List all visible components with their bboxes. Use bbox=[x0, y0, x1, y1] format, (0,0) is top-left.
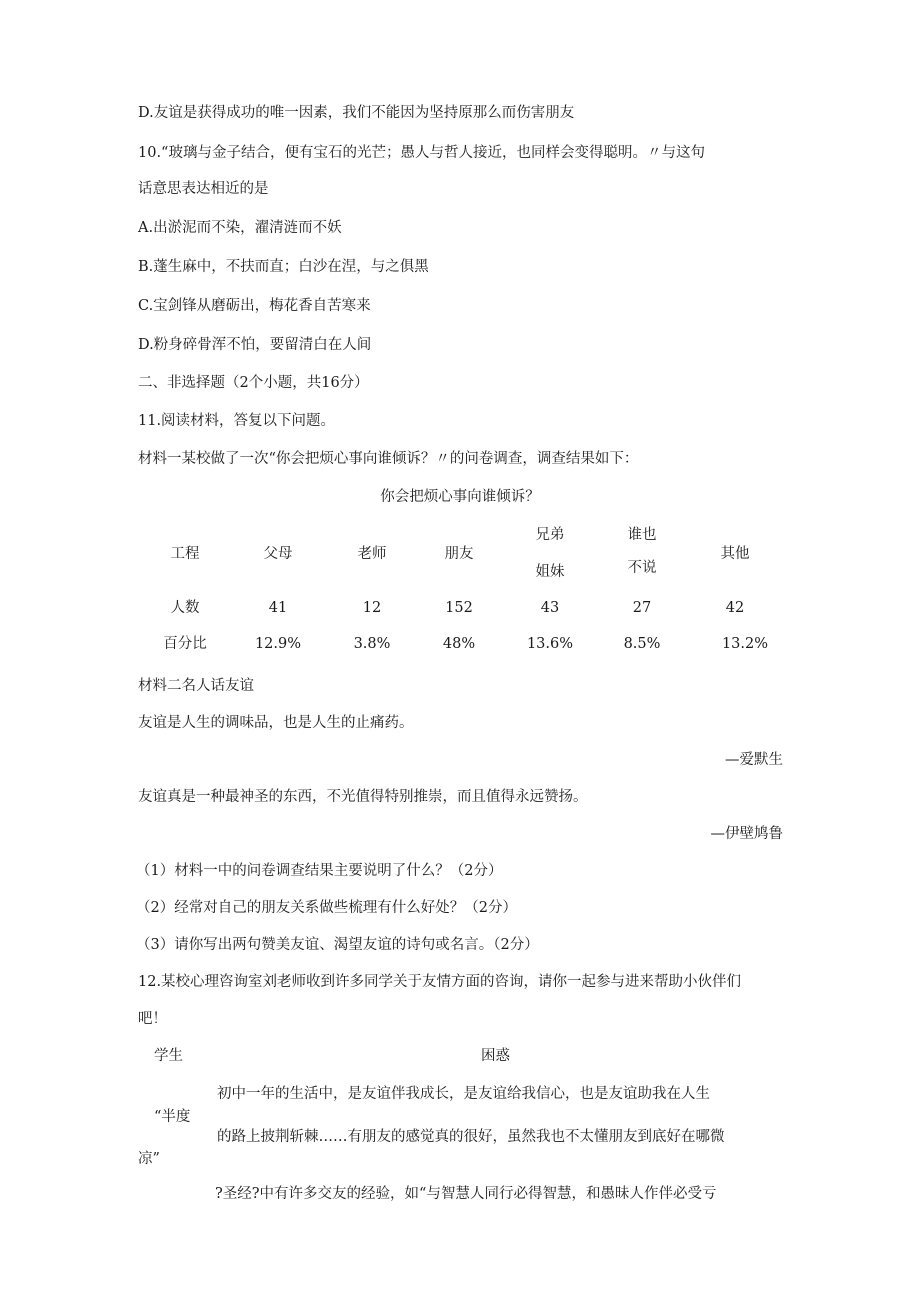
survey-title: 你会把烦心事向谁倾诉？ bbox=[380, 489, 540, 505]
quote-emerson-author: —爱默生 bbox=[725, 752, 783, 768]
q10-option-b: B.蓬生麻中，不扶而直；白沙在涅，与之俱黑 bbox=[138, 259, 429, 275]
table-header-cell: 兄弟 bbox=[535, 527, 565, 543]
table-cell: 百分比 bbox=[163, 636, 207, 652]
q11-sub1: （1）材料一中的问卷调查结果主要说明了什么？（2分） bbox=[136, 863, 503, 879]
table-header-cell: 不说 bbox=[627, 560, 657, 576]
table-cell: 41 bbox=[268, 600, 288, 616]
q11-sub2: （2）经常对自己的朋友关系做些梳理有什么好处？（2分） bbox=[136, 900, 517, 916]
bible-quote-line: ?圣经?中有许多交友的经验，如“与智慧人同行必得智慧，和愚昧人作伴必受亏 bbox=[215, 1186, 717, 1202]
table-cell: 42 bbox=[725, 600, 745, 616]
material1-intro: 材料一某校做了一次“你会把烦心事向谁倾诉？〃的问卷调查，调查结果如下： bbox=[138, 451, 639, 467]
quote-epicurus-author: —伊壁鸠鲁 bbox=[710, 826, 783, 842]
table-header-cell: 父母 bbox=[263, 546, 293, 562]
q11-sub3: （3）请你写出两句赞美友谊、渴望友谊的诗句或名言。（2分） bbox=[136, 937, 539, 953]
table-cell: 152 bbox=[445, 600, 473, 616]
q12-stem-line1: 12.某校心理咨询室刘老师收到许多同学关于友情方面的咨询，请你一起参与进来帮助小伙伴们 bbox=[138, 974, 742, 990]
table-cell: 8.5% bbox=[623, 636, 661, 652]
table-cell: 12 bbox=[362, 600, 382, 616]
q11-stem: 11.阅读材料，答复以下问题。 bbox=[138, 413, 336, 429]
consult-header-student: 学生 bbox=[154, 1048, 183, 1064]
q9-option-d: D.友谊是获得成功的唯一因素，我们不能因为坚持原那么而伤害朋友 bbox=[138, 105, 575, 121]
consult-header-trouble: 困惑 bbox=[481, 1048, 510, 1064]
table-header-cell: 老师 bbox=[357, 546, 387, 562]
quote-epicurus: 友谊真是一种最神圣的东西，不光值得特别推崇，而且值得永远赞扬。 bbox=[138, 789, 588, 805]
q10-option-a: A.出淤泥而不染，濯清涟而不妖 bbox=[138, 220, 342, 236]
table-cell: 43 bbox=[540, 600, 560, 616]
table-cell: 13.6% bbox=[526, 636, 574, 652]
quote-emerson: 友谊是人生的调味品，也是人生的止痛药。 bbox=[138, 715, 414, 731]
consult-trouble-line2: 的路上披荆斩棘……有朋友的感觉真的很好，虽然我也不太懂朋友到底好在哪微 bbox=[217, 1129, 725, 1145]
table-cell: 13.2% bbox=[721, 636, 769, 652]
q10-option-d: D.粉身碎骨浑不怕，要留清白在人间 bbox=[138, 337, 372, 353]
q12-stem-line2: 吧！ bbox=[138, 1011, 167, 1027]
table-header-cell: 工程 bbox=[170, 546, 200, 562]
consult-student-line2: 凉” bbox=[138, 1151, 160, 1167]
table-cell: 人数 bbox=[170, 600, 200, 616]
material2-heading: 材料二名人话友谊 bbox=[138, 678, 254, 694]
section2-heading: 二、非选择题（2个小题，共16分） bbox=[138, 375, 369, 391]
q10-stem-line2: 话意思表达相近的是 bbox=[138, 181, 269, 197]
table-cell: 3.8% bbox=[353, 636, 391, 652]
table-cell: 12.9% bbox=[254, 636, 302, 652]
table-header-cell: 谁也 bbox=[627, 527, 657, 543]
table-cell: 27 bbox=[632, 600, 652, 616]
consult-trouble-line1: 初中一年的生活中，是友谊伴我成长，是友谊给我信心，也是友谊助我在人生 bbox=[217, 1086, 710, 1102]
table-cell: 48% bbox=[442, 636, 476, 652]
q10-option-c: C.宝剑锋从磨砺出，梅花香自苦寒来 bbox=[138, 298, 371, 314]
consult-student-line1: “半度 bbox=[154, 1109, 191, 1125]
table-header-cell: 朋友 bbox=[444, 546, 474, 562]
table-header-cell: 其他 bbox=[720, 546, 750, 562]
q10-stem-line1: 10.“玻璃与金子结合，便有宝石的光芒；愚人与哲人接近，也同样会变得聪明。〃与这句 bbox=[138, 145, 705, 161]
table-header-cell: 姐妹 bbox=[535, 564, 565, 580]
